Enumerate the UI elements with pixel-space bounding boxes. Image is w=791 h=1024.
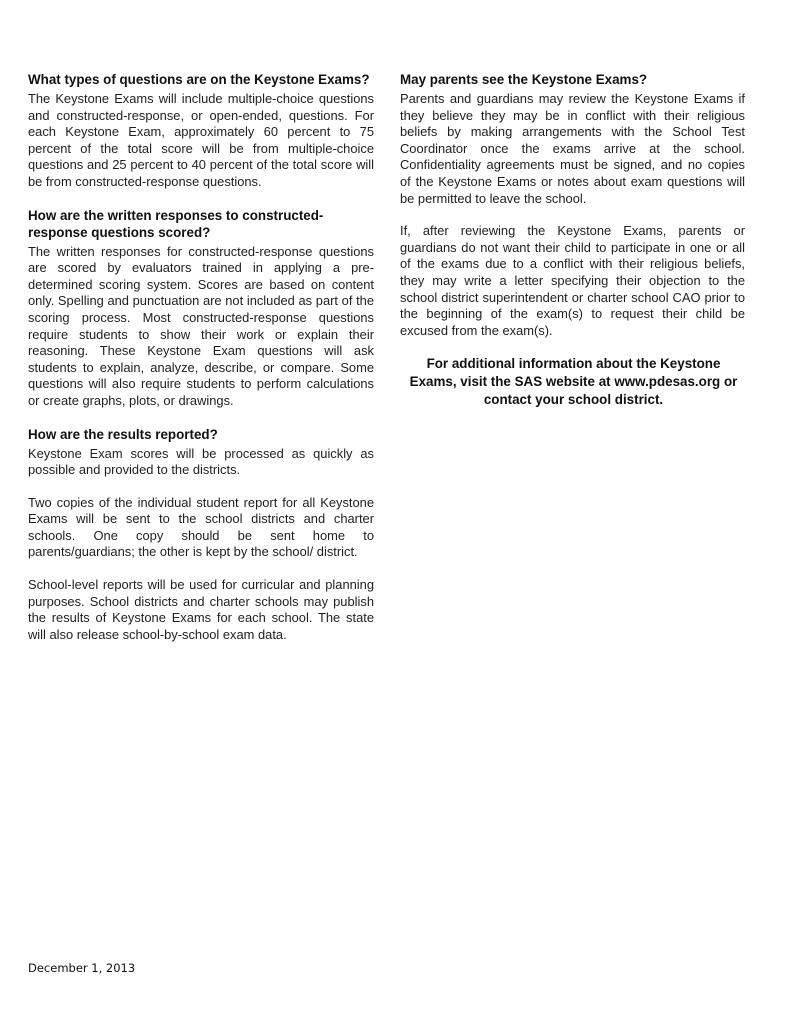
section-heading: What types of questions are on the Keystone Exams? [28,72,370,87]
section-paragraph: Keystone Exam scores will be processed as quickly as possible and provided to the districts. [28,445,374,478]
section-parents-review [400,71,745,339]
section-heading: How are the written responses to constructed-response questions scored? [28,207,324,240]
section-results [28,426,374,644]
section-paragraph: The written responses for constructed-response questions are scored by evaluators trained in applying a pre-determined scoring system. Scores are based on content only. Spelling and punctuation are not included as part of the scoring process. Most constructed-response questions require students to show their work or explain their reasoning. These Keystone Exam questions will ask students to explain, analyze, describe, or compare. Some questions will also require students to perform calculations or create graphs, plots, or drawings. [28,243,374,408]
left-column [28,71,374,659]
section-question-types [28,71,374,191]
right-column [400,71,745,409]
section-paragraph: The Keystone Exams will include multiple-choice questions and constructed-response, or open-ended, questions. For each Keystone Exam, approximately 60 percent to 75 percent of the total score will be from multiple-choice questions and 25 percent to 40 percent of the total score will be from constructed-response questions. [28,91,374,189]
additional-info-callout: For additional information about the Keystone Exams, visit the SAS website at www.pdesas.org or contact your school district. [409,356,738,408]
section-paragraph: Two copies of the individual student report for all Keystone Exams will be sent to the school districts and charter schools. One copy should be sent home to parents/guardians; the other is kept by the school/ district. [28,494,374,560]
section-heading: May parents see the Keystone Exams? [400,72,648,87]
section-heading: How are the results reported? [28,426,218,442]
section-scoring [28,207,374,410]
footer-date: December 1, 2013 [28,961,136,975]
section-paragraph: If, after reviewing the Keystone Exams, parents or guardians do not want their child to participate in one or all of the exams due to a conflict with their religious beliefs, they may write a letter specifying their objection to the school district superintendent or charter school CAO prior to the beginning of the exam(s) to request their child be excused from the exam(s). [400,223,745,338]
section-paragraph: Parents and guardians may review the Keystone Exams if they believe they may be in conflict with their religious beliefs by making arrangements with the School Test Coordinator once the exams arrive at the school. Confidentiality agreements must be signed, and no copies of the Keystone Exams or notes about exam questions will be permitted to leave the school. [400,91,745,206]
section-paragraph: School-level reports will be used for curricular and planning purposes. School districts and charter schools may publish the results of Keystone Exams for each school. The state will also release school-by-school exam data. [28,577,374,642]
